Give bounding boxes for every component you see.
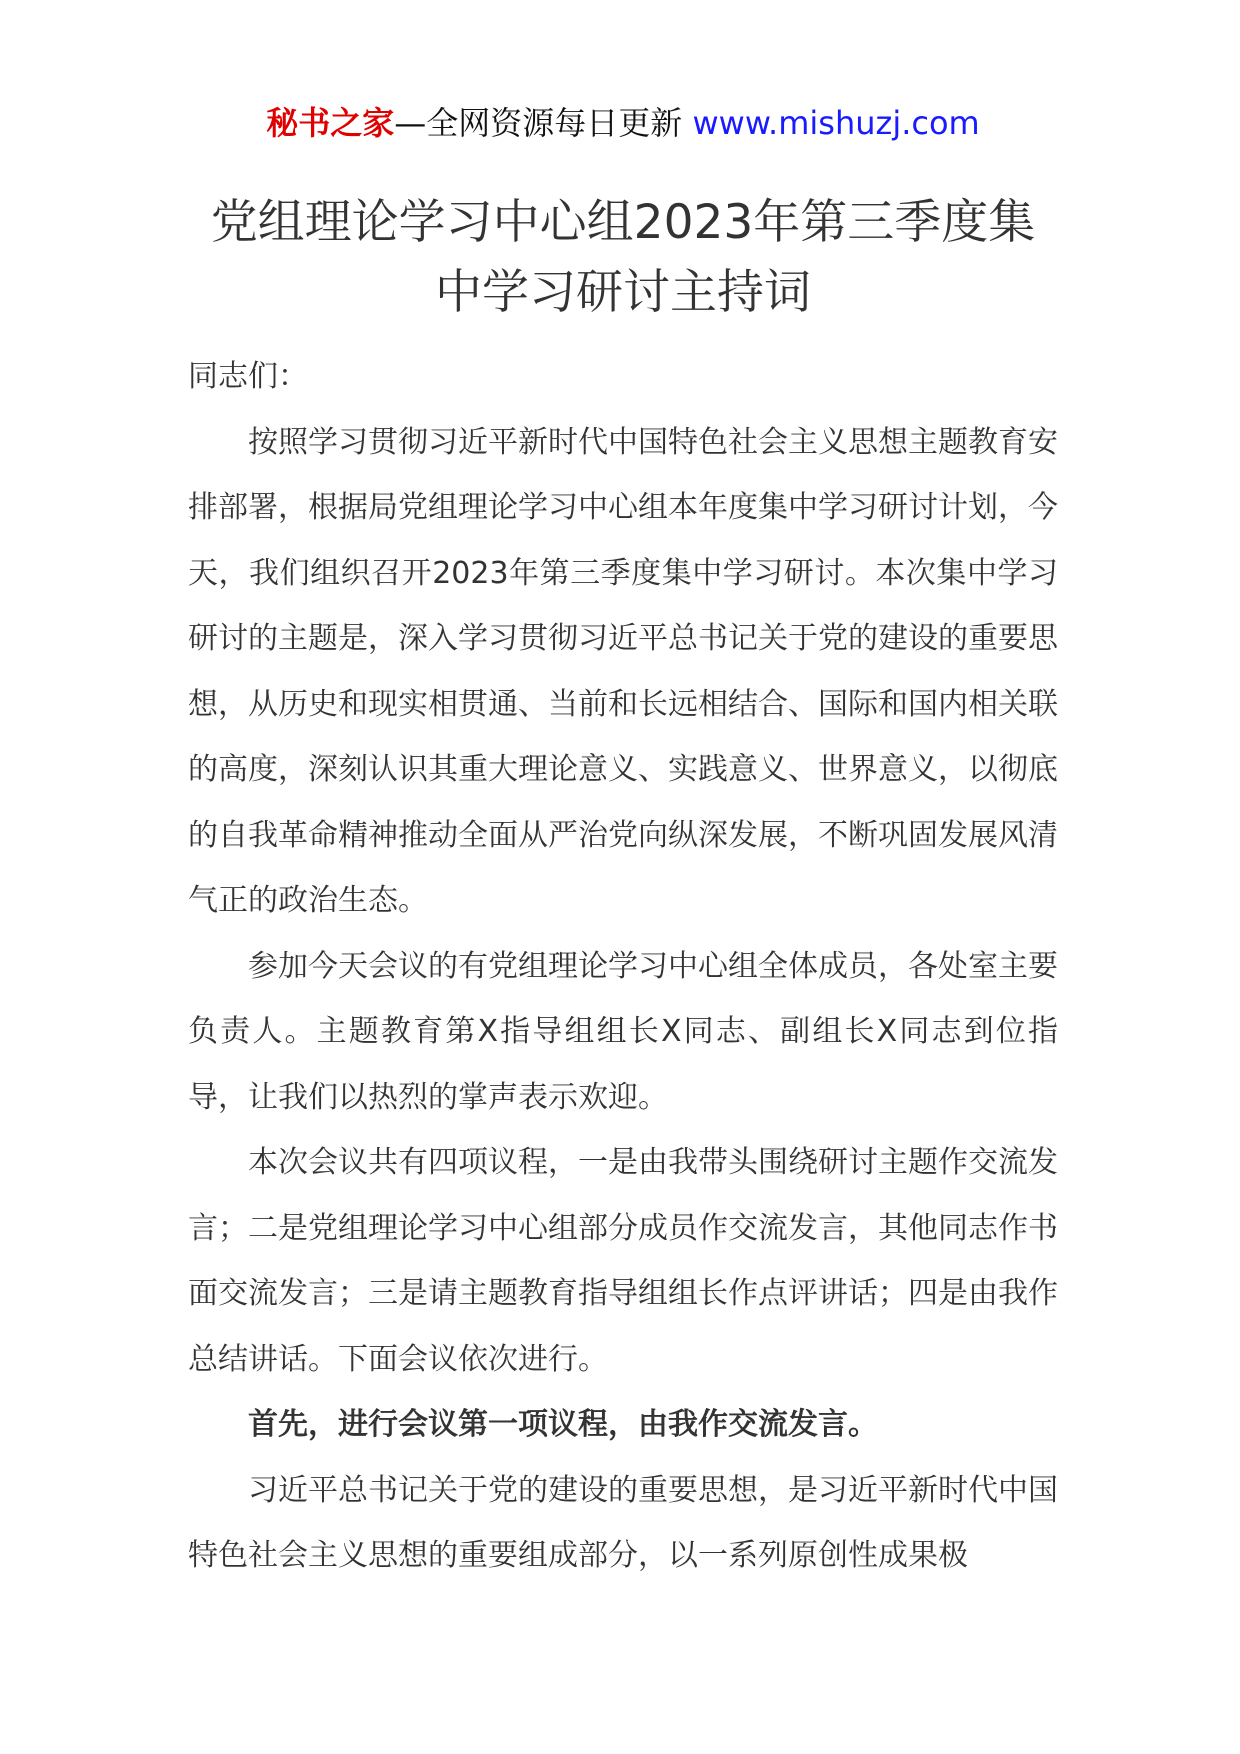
document-title: 党组理论学习中心组2023年第三季度集中学习研讨主持词 xyxy=(210,195,1036,320)
paragraph-intro: 按照学习贯彻习近平新时代中国特色社会主义思想主题教育安排部署，根据局党组理论学习中心组本年度集中学习研讨计划，今天，我们组织召开2023年第三季度集中学习研讨。本次集中学习研讨的主题是，深入学习贯彻习近平总书记关于党的建设的重要思想，从历史和现实相贯通、当前和长远相结合、国际和国内相关联的高度，深刻认识其重大理论意义、实践意义、世界意义，以彻底的自我革命精神推动全面从严治党向纵深发展，不断巩固发展风清气正的政治生态。 xyxy=(188,424,1058,918)
brand-name: 秘书之家 xyxy=(266,104,395,142)
salutation: 同志们： xyxy=(188,359,308,394)
paragraph-agenda: 本次会议共有四项议程，一是由我带头围绕研讨主题作交流发言；二是党组理论学习中心组部分成员作交流发言，其他同志作书面交流发言；三是请主题教育指导组组长作点评讲话；四是由我作总结讲话。下面会议依次进行。 xyxy=(188,1145,1058,1377)
paragraph-attendees: 参加今天会议的有党组理论学习中心组全体成员，各处室主要负责人。主题教育第X指导组组长X同志、副组长X同志到位指导，让我们以热烈的掌声表示欢迎。 xyxy=(188,948,1058,1115)
header-tagline: —全网资源每日更新 xyxy=(394,104,683,142)
paragraph-speech: 习近平总书记关于党的建设的重要思想，是习近平新时代中国特色社会主义思想的重要组成部分，以一系列原创性成果极 xyxy=(188,1472,1058,1573)
document-page xyxy=(188,98,1058,1589)
paragraph-first-item: 首先，进行会议第一项议程，由我作交流发言。 xyxy=(248,1407,878,1442)
site-header xyxy=(168,98,1078,148)
site-url[interactable]: www.mishuzj.com xyxy=(692,104,980,142)
